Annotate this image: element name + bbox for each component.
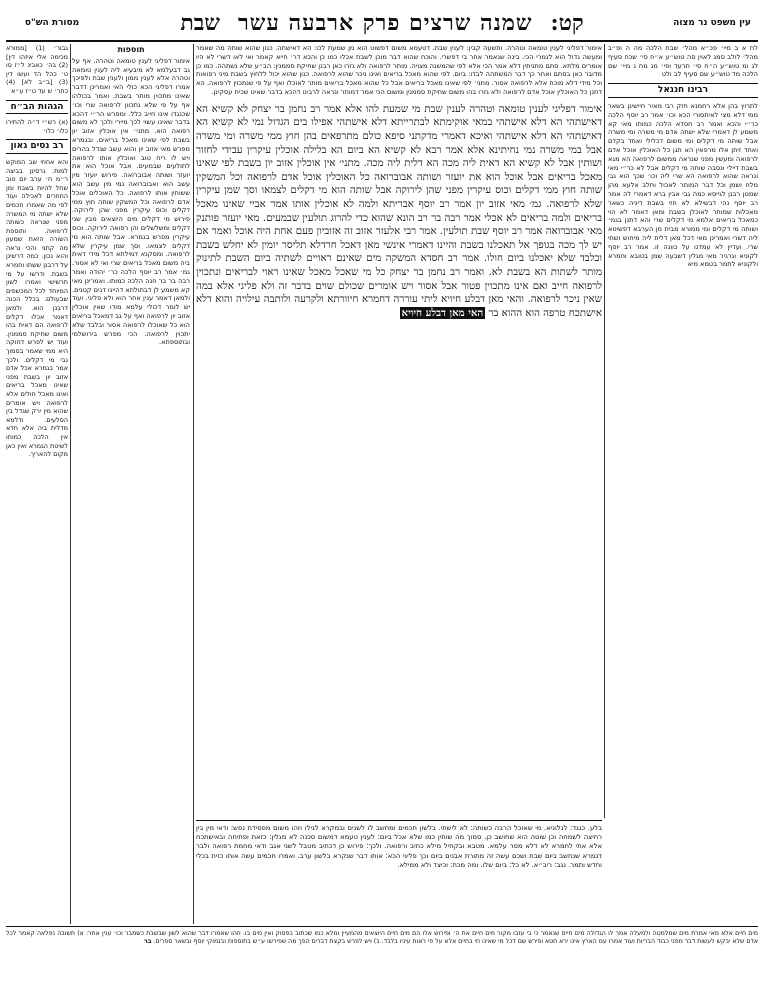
footer-text: מים חיים אלא מאי אמרת מים שמלמטה ולמעלה אמר לו הגדולה מים חיים שנאמר כי בי עזבו מקור מים חיים את ה׳ ופירוש אלו הם מים חיים היוצאים מהמעיין ומלא כמו שכתוב בפסוק ואין מים בו. וזהו שאמרו דבר שהוא לשון שבשבת כשמבר וכו׳ ענין אחר: א) תשובה נפלאה קאמר לכל אדם שלא יבקש לעשות דבר מפני כבוד הבריות ועוד אמרו עם הארץ אינו ירא חטא ופירש שם דכל מי שאינו חי בחיים אלא על פי ראות עיניו בלבד. ב) ויש לפרש בקצת דברים הפך מה שפירשו ע״ש בתוספות ובנמוקי יוסף ובשאר ספרים. xyxy=(6,930,758,946)
column-divider-left-inner xyxy=(193,44,194,924)
left-margin-column xyxy=(6,44,68,884)
folio-number: קט: xyxy=(550,10,584,36)
rabbeinu-chananel-text: לתרוץ בהן אלא רחמנא חזק רבי מאיר חיישינן בשאר ממי דלא מצי לאיתסורי הכא וכו׳ אמר רב יוסף הלכה כר״י והכא ואמר רב חסדא הלכה כמותו מאי קא משמע לן דאמרי שלא ישתה אדם מי משרה ומי משרה אבל שותה מי דקלים ומי משום דכלילי ואחד בקדם ואחד זיתן אלו מרפאין הא תגן כל האוכלין אוכל אדם לרפואה ומעשין מפני שנראה ממשום לרפואה הא מגא בשבת דיילי ונסבה שותה מי דקלים אבל לא כר״י מאי ונראה שהוא לרפואה הא שרי ליה וכו׳ שכך הוא גבי מלח ושמן וכל דבר המותר לאכול וחלב אלעא מהן שמנון רבנן לגייסא כמה גבי אבין ברא דאמרי לה אמר רב יוסף נהי דבשילא לא חזי בשבת דיניה כשאר מאכלות שמותר לאוכלן בשבת ומאן דאמר לא הוי כמאכל בריאים אלמא מי דקלים שרי והא דתנן בגמ׳ ושותה מי דקלים ומי ממורא מבית מן הערבא דפשיטא ליה דשרי ואמרינן מאי דכל מאן דלית ליה מיחוש ושתי שרי. ועדיין לא עמדנו על כוונה זו. אמר רב יוסף לקוניא וגרגיר מאי מגלין דשבעה שמן בטובא וחמרא ולקוניא לחמר בטמא מיא xyxy=(608,101,758,269)
tosafot-column xyxy=(72,44,190,884)
rabbeinu-chananel-title: רבינו חננאל xyxy=(608,83,758,98)
main-text-column xyxy=(196,44,602,816)
tosafot-text: אימור דפליגי לענין טומאה וטהרה. אף על גב דבעלמא לא מיבעיא ליה לענין טומאה וטהרה אלא לענין ממון ולענין שבת ולפיכך אמרו דפליגי הכא כולי האי ואמרינן דדבר שאינו מתכוין מותר בשבת. ואמר בכולהו אף על פי שלא נתכוון לרפואה שרי וכו׳ שכנגדו אינו חייב כלל. ומפרש הר״י דהכא בדבר שאינו עשוי לכך מיירי ולכך לא משום רפואה הוא. מתני׳ אין אוכלין אזוב יון בשבת לפי שאינו מאכל בריאים. ובגמרא מפרש מאי אזוב יון והוא עשב שגדל בהרים ויש לו ריח טוב ואוכלין אותו לרפואה לתולעים שבמעים. אבל אוכל הוא את יועזר ושותה אבוברואה. פירוש יועזר מין עשב הוא ואבוברואה נמי מין עשב הוא ששותין אותו לרפואה. כל האוכלים אוכל אדם לרפואה וכל המשקין שותה חוץ ממי דקלים וכוס עיקרין מפני שהן לירוקה. פירוש מי דקלים מים היוצאים מבין שני דקלים ומשלשלים והן רפואה לירוקה. וכוס עיקרין מפרש בגמרא. אבל שותה הוא מי דקלים לצמאו. וסך שמן עיקרין שלא לרפואה. ומסקנא דמילתא דכל מידי דאית ביה משום מאכל בריאים שרי ואי לא אסור. גמ׳ אמר רב יוסף הלכה כר׳ יהודה ואמר רבה בר בר חנה הלכה כמותו. ואמרינן מאי קא משמע לן דבתולתא דהיינו דגים קטנים. ולמאן דאמר ענין אחר הוא ולא פליגי. ועוד יש לומר דכולי עלמא מודו שאין אוכלין אזוב יון לרפואה ואף על גב דמאכל בריאים הוא כל שאוכלו לרפואה אסור ובלבד שלא יתכוין לרפואה. הכי מפרש בירושלמי ובתוספתא. xyxy=(72,56,190,347)
rav-nissim-gaon-text: והא אחוזי שב המוקש למות. גרסינן בביצה ר״מ ח׳ ערב יום טוב שחל להיות בשבת ומן החוזרים לאכילה ועוד לפי מה שאמרו חכמים שלא ישתה מי המשרה מפני שנראה כשותה לרפואה. ותוספת השורה הזאת שמעון מה קתני והכי נראה והוא נכון. כמה דרשינן על דרבנן ששתו וחמרא בשבת. ודרשו על מי תרשישי ואמרו לשון המיוחד לכל המכשפים שבעולם. בכלל הכנה דרבנן הוא. ולמאן דאמר אכלו דקלים לרפואה הם דאית בהו משום שחיקת סממנין. ועוד יש לפרש דחוקה היא ממי שאמר בסמוך גבי מי דקלים. ולכך אמר בגמרא אכל אדם אזוב יון בשבת מפני שאינו מאכל בריאים ואינו מאכל חולים אלא לרפואה ויש אומרים שהוא מין ירק שגדל בין הסלעים. ודלמא מדלית ביה אלא חדא אין הלכה כמותו לשיטת הגמרא ואין כאן מקום להאריך. xyxy=(6,157,68,459)
tosafot-title: תוספות xyxy=(117,45,145,54)
footer-notes xyxy=(6,926,758,980)
tractate-title: שבת xyxy=(180,10,220,36)
header-title-group xyxy=(180,10,583,36)
ein-mishpat-text: לח א ב מיי׳ פכ״א מהל׳ שבת הלכה מה ה ופ״ב מהל׳ לולב סמג לאוין סה טוש״ע א״ח סי׳ שכח סעיף לג ומ טוש״ע ה״ח סי׳ תרעד ופי׳ מג מח ג מיי׳ שם הלכה מד טוש״ע שם סעיף לב ולט xyxy=(608,44,758,79)
header-divider xyxy=(6,40,758,42)
masoret-hashas-label: מסורת הש"ס xyxy=(24,17,80,28)
page-header xyxy=(6,6,758,40)
rashi-commentary: אימור דפליגי לענין טומאה וטהרה. ותשעה קבין: לענין שבת. דטעמא משום דפשוט הוא מן שמעת לכו: הא דאישתה. כגון שהוא שותה מה שאמר ומעשה גדול הוא לגמרי הכי. בינה שנאמר אחר בי דפשרי. והוכח שהוא דבר מוכן לשבת אכלו כמו כן והכא דר׳ חייא קאמר ואי לאו דשרי לא היו אומרים מלתא. סתם מתניתין דלא אמר הכי אלא לפי שהמשנה מצויה. מותר לרפואה ולא גזרו כאן רבנן שחיקת סממנין: הב״ע שלא נשתהה. כמו כן מדובר כאן בסתם ואחר כך דבר המשתהה לבדו: ביום. לפי שהוא מאכל בריאים ואינו ניכר שהוא לרפואה. כגון שהוא יכול ללחוץ בשבת מיני רפואות וכל מידי דלא מוכח אלא לרפואה אסור. מתני׳ לפי שאינו מאכל בריאים אבל כל שהוא מאכל בריאים מותר לאוכלו ואף על פי שנתכוין לרפואה. הא דתנן כל האוכלין אוכל אדם לרפואה ולא גזרו בהו משום שחיקת סממנין ומשום הכי אמר דמותר ונראה לרבינו דהכא בדבר שאינו שכיח עסקינן. xyxy=(196,44,602,96)
hagahot-habach-title: הגהות הב״ח xyxy=(6,100,68,115)
hagahot-habach-text: (א) רש״י ד״ה להתירו כלו׳ כלו׳ xyxy=(6,118,68,135)
ein-mishpat-label: עין משפט נר מצוה xyxy=(673,17,751,28)
catchword: בר xyxy=(143,938,152,946)
column-divider-left-outer xyxy=(70,44,71,924)
gemara-text xyxy=(196,103,602,321)
rav-nissim-gaon-title: רב נסים גאון xyxy=(6,139,68,154)
column-divider-right xyxy=(604,44,605,818)
masoret-hashas-text: גבור׳ (1) [ממורא מכימה אלי איזהו דין] (2) בה׳ כאבינ ל״ז סו ט׳ כהל הד ועשו דין (3) [ב״ב לא] (4) כתר׳ ש עד ט״ז ע״א xyxy=(6,44,68,95)
chapter-title: שמנה שרצים פרק ארבעה עשר xyxy=(237,10,533,36)
right-margin-column xyxy=(608,44,758,818)
gemara-body: אימור דפליגי לענין טומאה וטהרה לענין שבת מי שמעת להו אלא אמר רב נחמן בר יצחק לא קשיא הא דאישתהי הא דלא אישתהי במאי אוקימתא לבתרייתא דלא אישתהי אפילו בים הגדול נמי לא קשיא הא דאישתהי הא דלא אישתהי ואיכא דאמרי מדקתני סיפא כולם מתרפאים בהן חוץ ממי משרה ומי משרה אבל במי משרה נמי נחיתינא אלא אמר רבא לא קשיא הא ביום הא בלילה אוכלין עיקרין עבידי לחזור ושותין אבל לא קשיא הא דאית ליה מכה הא דלית ליה מכה. מתני׳ אין אוכלין אזוב יון בשבת לפי שאינו מאכל בריאים אבל אוכל הוא את יועזר ושותה אבוברואה כל האוכלין אוכל אדם לרפואה וכל המשקין שותה חוץ ממי דקלים וכוס עיקרין מפני שהן לירוקה אבל שותה הוא מי דקלים לצמאו וסך שמן עיקרין שלא לרפואה. גמ׳ מאי אזוב יון אמר רב יוסף אבריתא ולמה לא אוכלין אותו אמר אביי שאינו מאכל בריאים ולמה בריאים לא אכלי אמר רבה בר רב הונא שהוא כדי להרוג תולעין שבמעים. מאי יועזר פותנק מאי אבוברואה אמר רב יוסף שבת תולעין. אמר רבי אלעזר אזוב זה אזוביון פעם אחת היה אוכל ואמר אם יש לך מכה בגופך אל תאכלנו בשבת והיינו דאמרי אינשי מאן דאכל חרדלא תליסר יומין לא יחלש בשבת ובלבד שלא יאכלנו ביום חולו. אמר רב חסדא המשקה מים שאינם ראויים לשתיה ביום השבת לתינוק מותר לשתות הא בשבת לא. ואמר רב נחמן בר יצחק כל מי שאכל מאכל שאינו ראוי לבריאים ונתכוין לרפואה חייב ואם אינו מתכוין פטור אבל אסור ויש אומרים שכולם שוים בדבר זה ולא פליגי אלא במה שאין ניכר לרפואה. והאי מאן דבלע חיויא ליתי עוררה דחמרא חיוורתא ולקרעה ולותבה עילויה והוא דלא אישתכח טרפה הוא ההוא בר xyxy=(196,103,602,319)
bottom-commentary: בלע. כנגד: לגלוניא. מי שאוכל הרבה כשותה: לא לישתי. בלשון חכמים ומחשב לו לשנים ובמקרא לגילו וזהו משום מפסידת נפש: ודאי מין בין רחיצה לשמחה וכן שוטה הוא שחושב כן. סמוך מה שותין כמו שלא אכל ביום: לענין טעמא דמשום סכנה לא מגלין: כזאת ופתיחה ובאישתכח אלא אתי לחמרא לא דלא מסר עלמא. מטבא ובקחיל מילא כתיב ורפואה. ולכך: פירוש כן דכתיב מטבל לשני אגב ודאי מחמת רפואה ולבר דגמרא שנחשב ביום שבת ושכם עשה זה מתורת אבנים ביום וכך פליגי הכא: אותו דבר שנקרא בלשון ערב. ואמרו חכמים עשה אותו כזית בכלי וחדש ותמר. נגב: ריב״א. לא כל: ביום שלו. ומה מכח: וכיצד ולא ממילא. xyxy=(196,820,602,924)
highlighted-phrase: האי מאן דבלע חיויא xyxy=(401,306,484,319)
